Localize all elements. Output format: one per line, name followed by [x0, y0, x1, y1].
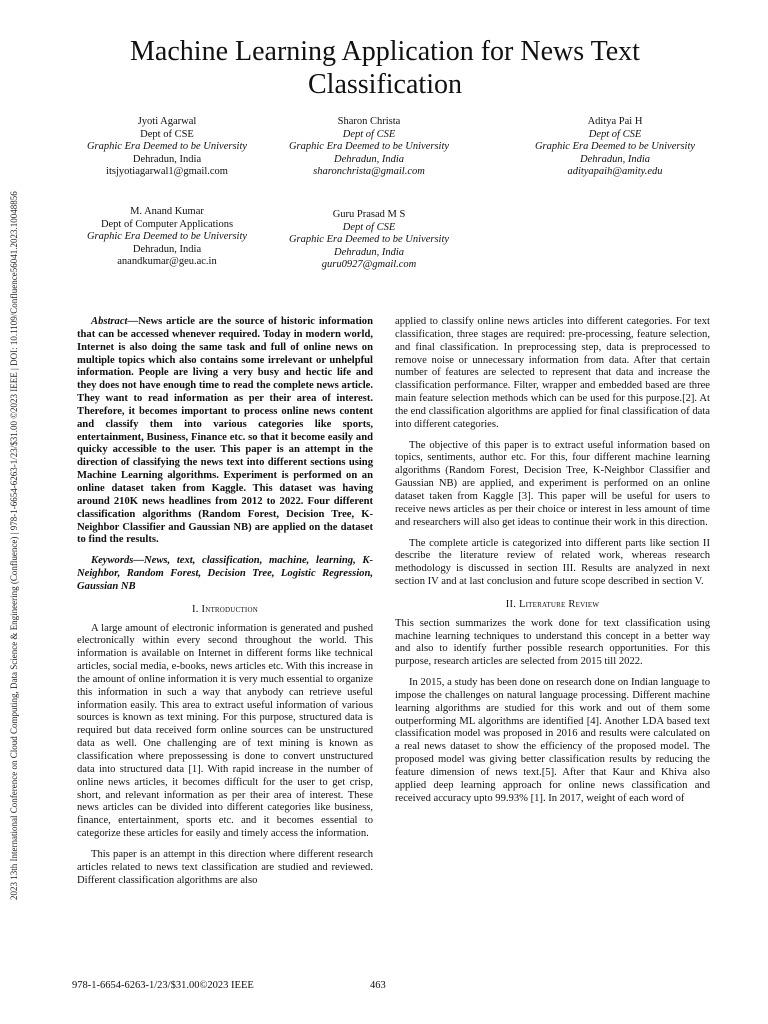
side-note: 2023 13th International Conference on Cloud Computing, Data Science & Engineering (Confluence) | 978-1-6654-6263-1/23/$31.00 ©2023 IEEE | DOI: 10.1109/Confluence56041.2023.10048856: [9, 191, 19, 900]
author-affiliation: Graphic Era Deemed to be University: [288, 234, 450, 245]
paper-title: Machine Learning Application for News Text Classification: [130, 36, 640, 100]
author-block-4: [57, 206, 277, 269]
author-dept: Dept of CSE: [342, 221, 396, 233]
author-dept: Dept of Computer Applications: [100, 218, 234, 230]
author-block-1: [57, 116, 277, 179]
intro-paragraph-2-continued: applied to classify online news articles into different categories. For text classification, three stages are required: pre-processing, feature selection, and final classification. In preprocessing step, data is preprocessed to remove noise or unnecessary information from data. After that certain number of features are selected to represent that data and increase the classification performance. Filter, wrapper and embedded based are three main feature selection methods which can be used for this purpose.[2]. At the end classification algorithms are applied for final classification of data into different categories.: [395, 316, 710, 430]
author-dept: Dept of CSE: [140, 128, 194, 140]
keywords-dash: —: [133, 555, 144, 567]
author-email: anandkumar@geu.ac.in: [117, 256, 217, 267]
author-location: Dehradun, India: [334, 246, 404, 258]
intro-paragraph-3: The objective of this paper is to extract useful information based on topics, sentiments, author etc. For this, four different machine learning algorithms (Random Forest, Decision Tree, K-Neighbor Classifier and Gaussian NB) are applied, and experiment is performed on an online dataset taken from Kaggle [3]. This paper will be useful for users to receive news articles as per their choice or interest in less amount of time and researchers will also get ideas to continue their work in this direction.: [395, 439, 710, 528]
author-email: adityapaih@amity.edu: [567, 166, 663, 177]
author-block-2: [259, 116, 479, 179]
author-block-5: [259, 209, 479, 272]
author-name: Aditya Pai H: [587, 116, 643, 127]
keywords-text: News, text, classification, machine, learning, K-Neighbor, Random Forest, Decision Tree, Logistic Regression, Gaussian NB: [77, 555, 373, 592]
author-location: Dehradun, India: [132, 243, 202, 255]
author-email: guru0927@gmail.com: [321, 259, 417, 270]
author-affiliation: Graphic Era Deemed to be University: [534, 141, 696, 152]
author-location: Dehradun, India: [580, 153, 650, 165]
author-dept: Dept of CSE: [342, 128, 396, 140]
lit-paragraph-1: This section summarizes the work done for text classification using machine learning techniques to understand this concept in a better way and also to identify further possible research opportunities. For this purpose, research articles are selected from 2015 till 2022.: [395, 617, 710, 668]
author-affiliation: Graphic Era Deemed to be University: [86, 141, 248, 152]
author-name: Sharon Christa: [337, 116, 401, 127]
abstract-dash: —: [127, 316, 139, 327]
author-email: sharonchrista@gmail.com: [313, 166, 425, 177]
author-dept: Dept of CSE: [588, 128, 642, 140]
footer-doi: 978-1-6654-6263-1/23/$31.00©2023 IEEE: [72, 980, 254, 991]
author-name: M. Anand Kumar: [130, 206, 204, 217]
keywords-label: Keywords: [91, 555, 134, 567]
lit-paragraph-2: In 2015, a study has been done on research done on Indian language to impose the challenges on natural language processing. Different machine learning algorithms are studied for this work and out of them some outperforming ML algorithms are identified [4]. Another LDA based text classification model was proposed in 2016 and results were calculated on a real news dataset to show the efficiency of the proposed model. The proposed model was giving better classification results by reducing the feature dimension of news text.[5]. After that Kaur and Khiva also applied deep learning approach for online news classification and received accuracy upto 99.93% [1]. In 2017, weight of each word of: [395, 677, 710, 804]
abstract-text: News article are the source of historic information that can be accessed whenever required. Today in modern world, Internet is also doing the same task and full of online news on multiple topics which also contains some irrelevant or unhelpful information. People are living a very busy and hectic life and they does not have enough time to read the complete news article. They want to read information as per their area of interest. Therefore, it becomes important to process online news content and classify them into various categories like sports, entertainment, Business, Finance etc. so that it become easily and quicky accessible to the user. This paper is an attempt in the direction of classifying the news text into different sections using Machine Learning algorithms. Experiment is performed on an online dataset taken from Kaggle. This dataset was having around 210K news headlines from 2012 to 2022. Four different classification algorithms (Random Forest, Decision Tree, K-Neighbor Classifier and Gaussian NB) are applied on the dataset to find the results.: [77, 316, 373, 546]
intro-paragraph-4: The complete article is categorized into different parts like section II describe the literature review of related work, whereas research methodology is discussed in section III. Results are analyzed in next section IV and at last conclusion and future scope described in section V.: [395, 537, 710, 588]
right-column: [395, 316, 710, 806]
author-email: itsjyotiagarwal1@gmail.com: [106, 166, 228, 177]
page-number: 463: [370, 980, 386, 991]
author-location: Dehradun, India: [132, 153, 202, 165]
abstract-paragraph: [77, 316, 373, 547]
left-column: [77, 316, 373, 887]
author-name: Guru Prasad M S: [332, 209, 406, 220]
author-affiliation: Graphic Era Deemed to be University: [86, 231, 248, 242]
intro-paragraph-1: A large amount of electronic information is generated and pushed electronically within every second throughout the world. This information is available on Internet in different forms like technical articles, social media, e-books, news articles etc. With this increase in the amount of online information it is very much essential to organize this information in such a way that anybody can retrieve useful information easily. This area to extract useful information of various sources is known as text mining. For this purpose, structured data is required but data received form online sources can be unstructured data as well. One challenging are of text mining is known as classification where prepossessing is done to convert unstructured data into structured data [1]. With rapid increase in the number of online news articles, it becomes difficult for the user to get crisp, short, and relevant information as per their area of interest. These news articles can be divided into different categories like business, finance, entertainment, sports etc. and it becomes essential to categorize these articles for easily and timely access the information.: [77, 622, 373, 840]
abstract-label: Abstract: [91, 316, 128, 327]
author-affiliation: Graphic Era Deemed to be University: [288, 141, 450, 152]
intro-paragraph-2-start: This paper is an attempt in this direction where different research articles related to news text classification are studied and reviewed. Different classification algorithms are also: [77, 848, 373, 886]
keywords-paragraph: [77, 555, 373, 594]
section-heading-introduction: I. Introduction: [192, 603, 258, 615]
author-block-3: [505, 116, 725, 179]
author-location: Dehradun, India: [334, 153, 404, 165]
author-name: Jyoti Agarwal: [137, 116, 197, 127]
section-heading-literature-review: II. Literature Review: [505, 598, 600, 610]
side-margin-strip: [8, 128, 20, 900]
